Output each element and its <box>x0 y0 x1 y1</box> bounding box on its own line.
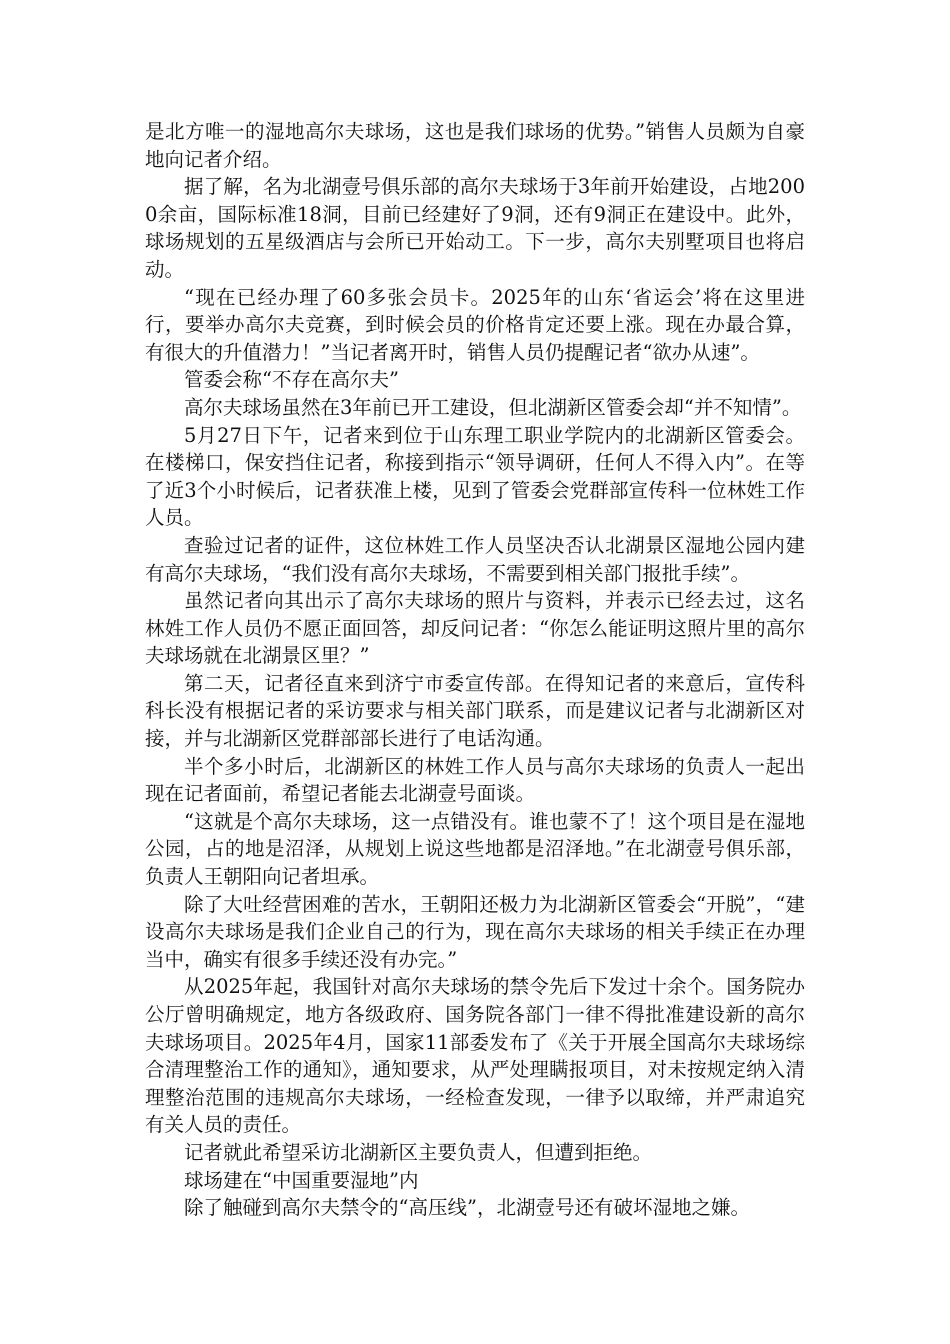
paragraph: 虽然记者向其出示了高尔夫球场的照片与资料，并表示已经去过，这名林姓工作人员仍不愿正面回答，却反问记者：“你怎么能证明这照片里的高尔夫球场就在北湖景区里？” <box>145 589 805 668</box>
paragraph: “现在已经办理了60多张会员卡。2025年的山东‘省运会’将在这里进行，要举办高尔夫竞赛，到时候会员的价格肯定还要上涨。现在办最合算，有很大的升值潜力！”当记者离开时，销售人员仍提醒记者“欲办从速”。 <box>145 285 805 364</box>
paragraph: 据了解，名为北湖壹号俱乐部的高尔夫球场于3年前开始建设，占地2000余亩，国际标准18洞，目前已经建好了9洞，还有9洞正在建设中。此外，球场规划的五星级酒店与会所已开始动工。下一步，高尔夫别墅项目也将启动。 <box>145 175 805 281</box>
section-heading: 球场建在“中国重要湿地”内 <box>184 1168 419 1192</box>
paragraph: 半个多小时后，北湖新区的林姓工作人员与高尔夫球场的负责人一起出现在记者面前，希望记者能去北湖壹号面谈。 <box>145 754 805 806</box>
paragraph: 除了触碰到高尔夫禁令的“高压线”，北湖壹号还有破坏湿地之嫌。 <box>184 1196 750 1220</box>
paragraph: 是北方唯一的湿地高尔夫球场，这也是我们球场的优势。”销售人员颇为自豪地向记者介绍。 <box>145 120 805 171</box>
paragraph: 5月27日下午，记者来到位于山东理工职业学院内的北湖新区管委会。在楼梯口，保安挡住记者，称接到指示“领导调研，任何人不得入内”。在等了近3个小时候后，记者获准上楼，见到了管委会党群部宣传科一位林姓工作人员。 <box>145 423 805 530</box>
paragraph: 高尔夫球场虽然在3年前已开工建设，但北湖新区管委会却“并不知情”。 <box>184 395 802 419</box>
paragraph: 查验过记者的证件，这位林姓工作人员坚决否认北湖景区湿地公园内建有高尔夫球场，“我们没有高尔夫球场，不需要到相关部门报批手续”。 <box>145 533 805 585</box>
paragraph: “这就是个高尔夫球场，这一点错没有。谁也蒙不了！这个项目是在湿地公园，占的地是沼泽，从规划上说这些地都是沼泽地。”在北湖壹号俱乐部，负责人王朝阳向记者坦承。 <box>145 809 805 889</box>
paragraph: 第二天，记者径直来到济宁市委宣传部。在得知记者的来意后，宣传科科长没有根据记者的采访要求与相关部门联系，而是建议记者与北湖新区对接，并与北湖新区党群部部长进行了电话沟通。 <box>145 671 805 751</box>
article-body <box>145 118 805 1222</box>
paragraph: 从2025年起，我国针对高尔夫球场的禁令先后下发过十余个。国务院办公厅曾明确规定，地方各级政府、国务院各部门一律不得批准建设新的高尔夫球场项目。2025年4月，国家11部委发布了《关于开展全国高尔夫球场综合清理整治工作的通知》，通知要求，从严处理瞒报项目，对未按规定纳入清理整治范围的违规高尔夫球场，一经检查发现，一律予以取缔，并严肃追究有关人员的责任。 <box>145 975 805 1137</box>
paragraph: 除了大吐经营困难的苦水，王朝阳还极力为北湖新区管委会“开脱”，“建设高尔夫球场是我们企业自己的行为，现在高尔夫球场的相关手续正在办理当中，确实有很多手续还没有办完。” <box>145 892 805 971</box>
section-heading: 管委会称“不存在高尔夫” <box>184 368 399 392</box>
paragraph: 记者就此希望采访北湖新区主要负责人，但遭到拒绝。 <box>184 1140 653 1164</box>
